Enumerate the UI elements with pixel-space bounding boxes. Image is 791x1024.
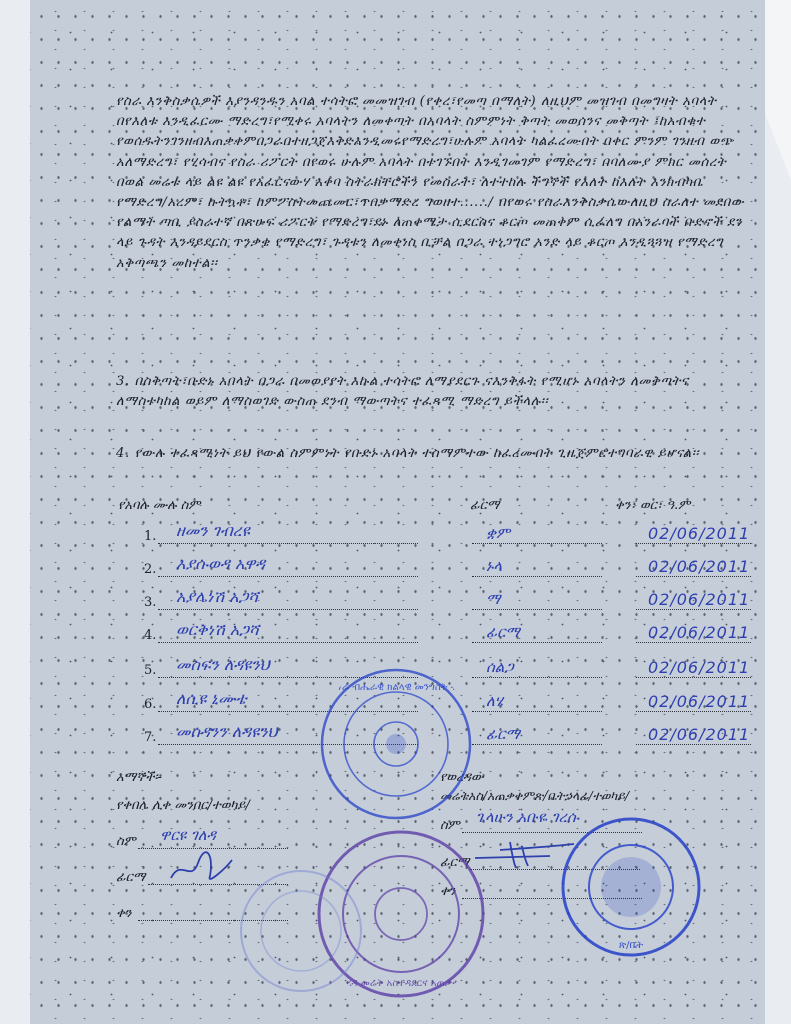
row-number: 7. <box>144 730 157 745</box>
witness-name: ዋርዩ ገለዳ <box>160 826 216 844</box>
member-name: መሰዳንን ለዳዩንህ <box>176 722 278 741</box>
signature-line <box>472 711 602 712</box>
member-date: 02/06/2011 <box>648 658 751 677</box>
witness-signature-label: ፊርማ <box>116 870 146 885</box>
member-date: 02/06/2011 <box>648 557 751 576</box>
member-table-header <box>30 498 765 518</box>
member-signature: ፊርማ <box>486 725 520 743</box>
stamp-1-label: የአማራ ብሔራዊ ክልላዊ መንግስት ቀበሌ <box>321 682 471 693</box>
member-name: መስፍን ለዳዩንህ <box>176 655 270 674</box>
col-signature-header: ፊርማ <box>470 498 500 513</box>
member-row <box>116 617 756 647</box>
verifier-name: ጌላሁን አቡዬ ገረሱ <box>476 808 579 826</box>
verifier-title: የወረዳው <box>440 770 484 785</box>
verifier-date-label: ቀን <box>440 884 456 899</box>
member-name: ለሲዩ ኒሙቴ <box>176 689 247 708</box>
member-date: 02/06/2011 <box>648 524 751 543</box>
signature-line <box>472 677 602 678</box>
date-line <box>636 543 751 544</box>
name-line <box>158 543 418 544</box>
verifier-office-label: መሬትአስ/አጠቃቀምጽ/ቤትኃላፊ/ተወካይ/ <box>440 788 630 803</box>
member-date: 02/06/2011 <box>648 623 751 642</box>
date-line <box>636 642 751 643</box>
blue-round-stamp <box>316 664 476 824</box>
stamp-3-label: ጽ/ቤት <box>618 940 644 951</box>
stamp-2-label: የወረዳ መሬት አስተዳደርና አጠቃቀም <box>333 978 469 989</box>
paragraph-validity: 4. የውሉ ተፈጻሚነት ይህ የውል ስምምነት የቡድኑ አባላት ተስማምተው ከፈረሙበት ጊዜጀምሮተግባራዊ ይሆናል፡፡ <box>116 446 700 461</box>
faded-round-stamp <box>236 866 366 996</box>
col-name-header: የአባሉ ሙሉ ስም <box>118 498 201 513</box>
member-date: 02/06/2011 <box>648 692 751 711</box>
member-signature: ለሄ <box>486 692 503 710</box>
member-name: እያሱወዳ አዋዳ <box>176 554 266 573</box>
row-number: 1. <box>144 529 157 544</box>
member-name: አያሌነሽ አጋሻ <box>176 587 259 606</box>
date-line <box>636 711 751 712</box>
member-row <box>116 551 756 581</box>
signature-line <box>472 576 602 577</box>
name-line <box>158 642 418 643</box>
date-line <box>636 744 751 745</box>
date-line <box>636 677 751 678</box>
document-page <box>30 0 765 1024</box>
member-signature: ማ <box>486 590 501 608</box>
signature-line <box>472 642 602 643</box>
row-number: 6. <box>144 697 157 712</box>
signature-line <box>472 744 602 745</box>
witnesses-title: እማኞች፡- <box>116 770 162 785</box>
member-signature: ቋም <box>486 524 511 542</box>
member-date: 02/06/2011 <box>648 725 751 744</box>
paragraph-penalty: 3. በስቅጣት፣ቡድኑ አባላት በጋራ በመወያየት እኩል ተሳትፎ ለማያደርጉ ናእንቅፋት የሚሆኑ አባላትን ለመቅጣትና ለማስተካከል ወይም ለማስወገድ ውስጠ ደንብ ማውጣትና ተፈጻሚ ማድረግ ይችላሉ፡፡ <box>116 374 689 410</box>
member-signature: ፊርማ <box>486 623 520 641</box>
member-name: ዘመን ገብረዩ <box>176 521 250 540</box>
witness-name-label: ስም <box>116 834 136 849</box>
witness-signature-scribble <box>166 848 236 888</box>
verifier-name-label: ስም <box>440 818 460 833</box>
signature-line <box>472 543 602 544</box>
witness-chairman-label: የቀበሌ ሊቀ መንበር/ተወካይ/ <box>116 798 250 813</box>
signature-line <box>472 609 602 610</box>
row-number: 4. <box>144 628 157 643</box>
row-number: 5. <box>144 663 157 678</box>
verifier-signature-label: ፊርማ <box>440 855 470 870</box>
date-line <box>636 576 751 577</box>
date-line <box>636 609 751 610</box>
member-row <box>116 518 756 548</box>
blue-office-stamp <box>556 812 706 962</box>
witness-date-label: ቀን <box>116 906 132 921</box>
member-name: ወርቅነሽ አጋሻ <box>176 620 259 639</box>
member-row <box>116 584 756 614</box>
row-number: 2. <box>144 562 157 577</box>
col-date-header: ቀን፣ ወር፣ ዓ.ም <box>615 498 691 513</box>
row-number: 3. <box>144 595 157 610</box>
name-line <box>158 609 418 610</box>
member-date: 02/06/2011 <box>648 590 751 609</box>
paragraph-duties: የስራ እንቅስቃሴዎች እያንዳንዱን አባል ተሳትፎ መመዝገብ (የቀረ፣የመጣ በማለት) ለዚህም መዝገብ በመግዛት አባላት በየእለቱ እንዲፈርሙ ማድረግ፣የሚቀሩ አባላትን ለመቀጣት በአባላት ስምምነት ቅጣት መወሰንና መቅጣት ፤ከአብቁተ የወሰዱትንገንዘብእጠቃቀምበጋራበተዘጋጀእቅድእንዲመሩየማድረግ፣ሁሉም አባላት ካልፈረሙበት በቀር ምንም ገንዘብ ወጭ አለማድረግ፣ የሂሳብና የስራ ሪፖርት በየወሩ ሁሉም አባላት በተገኙበት እንዲገመገም የማድረግ፣ በባለሙያ ምክር መሰረት በወል መሬቱ ላይ ልዩ ልዩ የአፈርናውሃ እቀባ ስትራክቸሮችን የመስራት፣ ለተተከሉ ችግኞች የእለት ከእለት እንክብካቤ የማድረግ/አረም፣ ኩትኳቶ፣ ከምፖስትመጨመር፣ጥበቃማድረ ግወዘተ....../ በየወሩ የስራእንቅስቃሴውለዚህ ስራለተ መደበው የልማት ጣቢ ያስራተኛ በጽሁፍ ሪፖርት የማድረግ፣ደኑ ለጠቀሜታ ሲደርስና ቆርጦ መጠቀም ሲፈለግ በአንራባች ቡድኖች ደን ላይ ጉዳት እንዳይደርስ ጥንቃቄ የማድረግ፣ ጉዳቱን ለመቀነስ ቢቻል በጋራ ተነጋግሮ አንድ ላይ ቆርጦ እንዲጓጓዝ የማድረግ አቅጣጫን መከተል፡፡ <box>116 94 745 271</box>
member-signature: ኑላ <box>486 557 502 575</box>
member-signature: ሰልጋ <box>486 658 514 676</box>
name-line <box>158 576 418 577</box>
